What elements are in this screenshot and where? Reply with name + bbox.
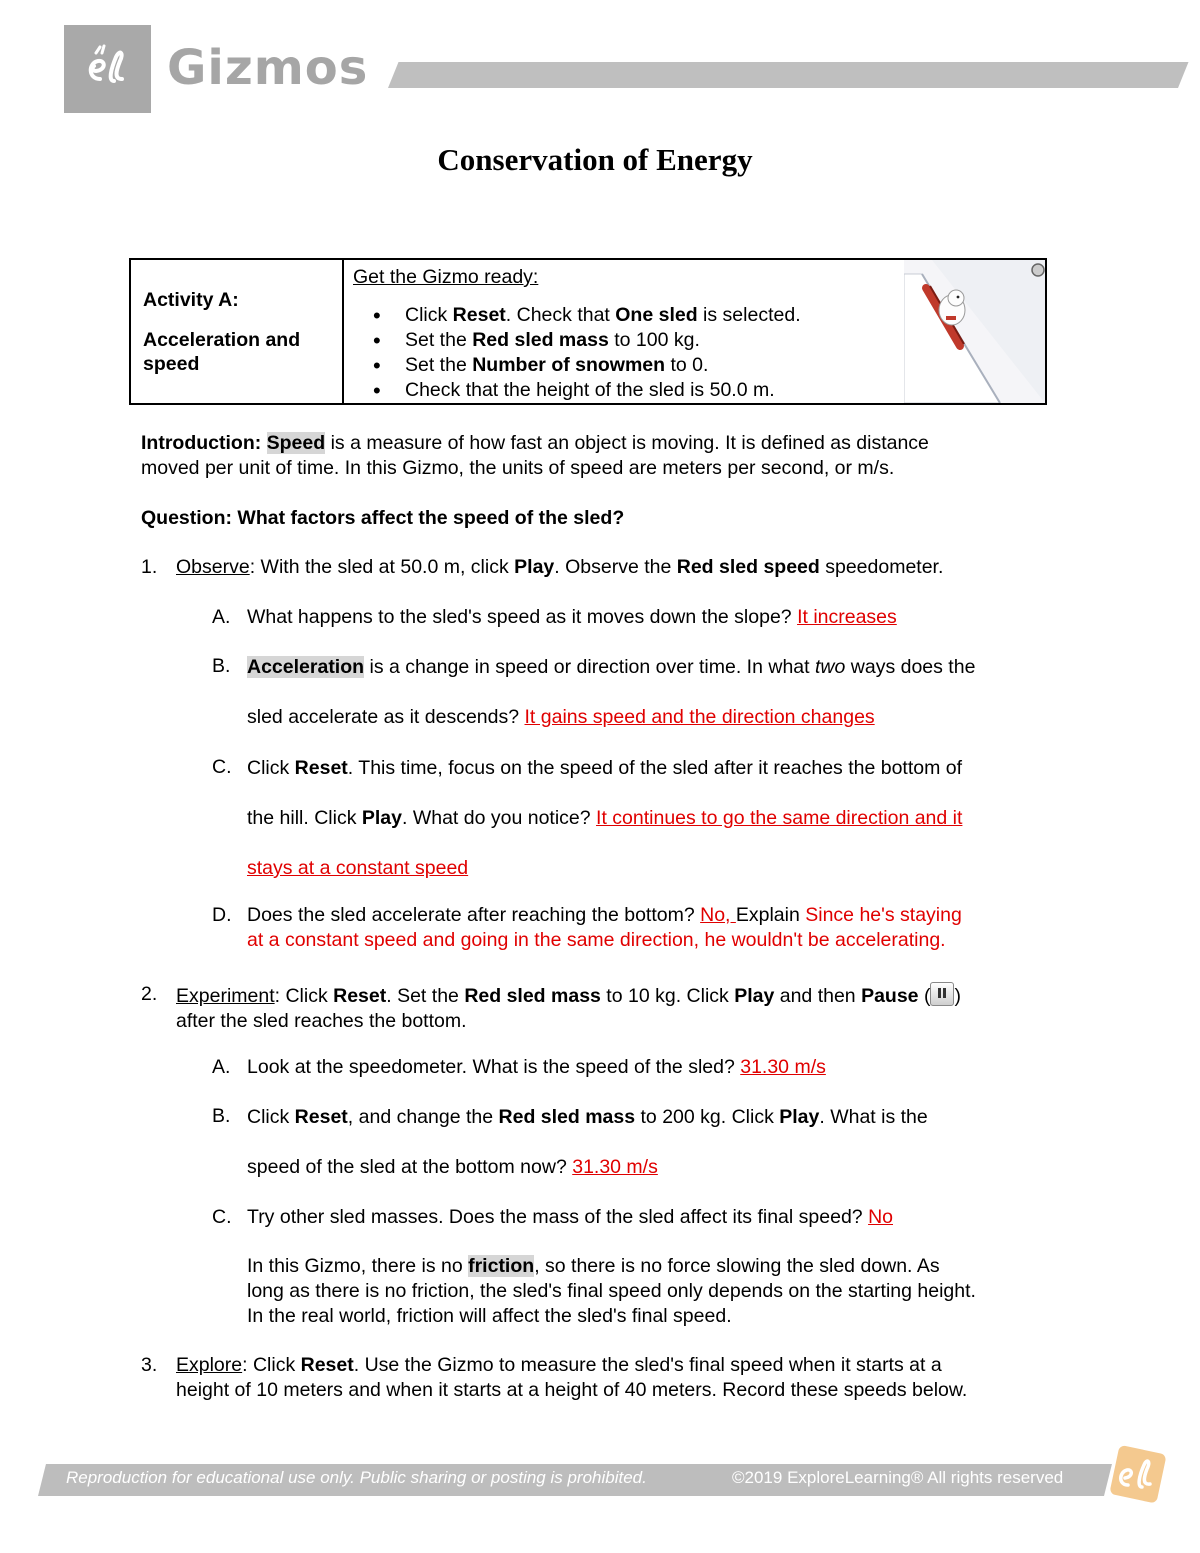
answer: No bbox=[868, 1206, 893, 1228]
question-2: Experiment: Click Reset. Set the Red sled mass to 10 kg. Click Play and then Pause ( ) after the sled reaches the bottom. bbox=[176, 982, 1056, 1034]
introduction: Introduction: Speed is a measure of how fast an object is moving. It is defined as distance moved per unit of time. In this Gizmo, the units of speed are meters per second, or m/s. bbox=[141, 432, 929, 479]
question-number: 1. bbox=[141, 556, 158, 578]
answer: It increases bbox=[797, 606, 897, 628]
answer: It gains speed and the direction changes bbox=[524, 706, 875, 728]
sub-letter: D. bbox=[212, 904, 232, 926]
header-bar bbox=[388, 62, 1189, 88]
question-1a: What happens to the sled's speed as it moves down the slope? It increases bbox=[247, 606, 897, 628]
list-item: • Set the Red sled mass to 100 kg. bbox=[371, 328, 801, 353]
term-speed: Speed bbox=[266, 432, 326, 454]
question-1c: Click Reset. This time, focus on the speed of the sled after it reaches the bottom of the hill. Click Play. What do you notice? It continues to go the same direction and it stays at a constant speed bbox=[247, 757, 963, 879]
term-acceleration: Acceleration bbox=[247, 656, 365, 678]
explorelearning-logo bbox=[64, 25, 151, 113]
table-divider bbox=[342, 260, 344, 403]
answer: 31.30 m/s bbox=[572, 1156, 658, 1178]
footer-notice: Reproduction for educational use only. Public sharing or posting is prohibited. bbox=[66, 1468, 647, 1487]
sub-letter: A. bbox=[212, 1056, 231, 1078]
footer-copyright: ©2019 ExploreLearning® All rights reserved bbox=[732, 1468, 1064, 1487]
question-1: Observe: With the sled at 50.0 m, click Play. Observe the Red sled speed speedometer. bbox=[176, 556, 944, 578]
activity-label-line3: speed bbox=[143, 353, 200, 375]
sub-letter: B. bbox=[212, 1105, 231, 1127]
activity-label-title: Activity A: bbox=[143, 289, 239, 311]
page-title: Conservation of Energy bbox=[437, 142, 753, 177]
answer: No, bbox=[700, 904, 736, 926]
friction-note: In this Gizmo, there is no friction, so there is no force slowing the sled down. As long as there is no friction, the sled's final speed only depends on the starting height. In the real world, friction will affect the sled's final speed. bbox=[247, 1255, 976, 1327]
answer: stays at a constant speed bbox=[247, 857, 469, 879]
list-item: • Check that the height of the sled is 50.0 m. bbox=[371, 378, 801, 403]
activity-label-line2: Acceleration and bbox=[143, 329, 301, 351]
question: Question: What factors affect the speed of the sled? bbox=[141, 507, 625, 529]
explorelearning-badge-icon bbox=[1106, 1443, 1168, 1505]
question-2c: Try other sled masses. Does the mass of the sled affect its final speed? No bbox=[247, 1206, 893, 1228]
sub-letter: B. bbox=[212, 655, 231, 677]
answer: 31.30 m/s bbox=[740, 1056, 826, 1078]
question-1d: Does the sled accelerate after reaching the bottom? No, Explain Since he's staying at a constant speed and going in the same direction, he wouldn't be accelerating. bbox=[247, 903, 1127, 953]
pause-icon bbox=[930, 982, 954, 1006]
question-3: Explore: Click Reset. Use the Gizmo to measure the sled's final speed when it starts at a height of 10 meters and when it starts at a height of 40 meters. Record these speeds below. bbox=[176, 1354, 968, 1401]
answer: at a constant speed and going in the same direction, he wouldn't be accelerating. bbox=[247, 929, 946, 951]
brand-name: Gizmos bbox=[167, 40, 369, 96]
term-friction: friction bbox=[468, 1255, 535, 1277]
question-2b: Click Reset, and change the Red sled mass to 200 kg. Click Play. What is the speed of the sled at the bottom now? 31.30 m/s bbox=[247, 1106, 928, 1178]
list-item: • Click Reset. Check that One sled is selected. bbox=[371, 303, 801, 328]
activity-table bbox=[129, 258, 1047, 405]
sub-letter: C. bbox=[212, 756, 232, 778]
ready-heading: Get the Gizmo ready: bbox=[353, 266, 539, 288]
question-number: 2. bbox=[141, 983, 158, 1005]
list-item: • Set the Number of snowmen to 0. bbox=[371, 353, 801, 378]
setup-steps-list bbox=[371, 303, 801, 403]
question-number: 3. bbox=[141, 1354, 158, 1376]
sled-simulation-image bbox=[904, 260, 1045, 403]
sub-letter: C. bbox=[212, 1206, 232, 1228]
answer: It continues to go the same direction and it bbox=[596, 807, 963, 829]
question-1b: Acceleration is a change in speed or direction over time. In what two ways does the sled accelerate as it descends? It gains speed and the direction changes bbox=[247, 656, 976, 728]
sub-letter: A. bbox=[212, 606, 231, 628]
explorelearning-logo-icon bbox=[78, 39, 138, 99]
activity-label bbox=[143, 288, 300, 376]
question-2a: Look at the speedometer. What is the speed of the sled? 31.30 m/s bbox=[247, 1056, 826, 1078]
answer: Since he's staying bbox=[805, 904, 962, 926]
